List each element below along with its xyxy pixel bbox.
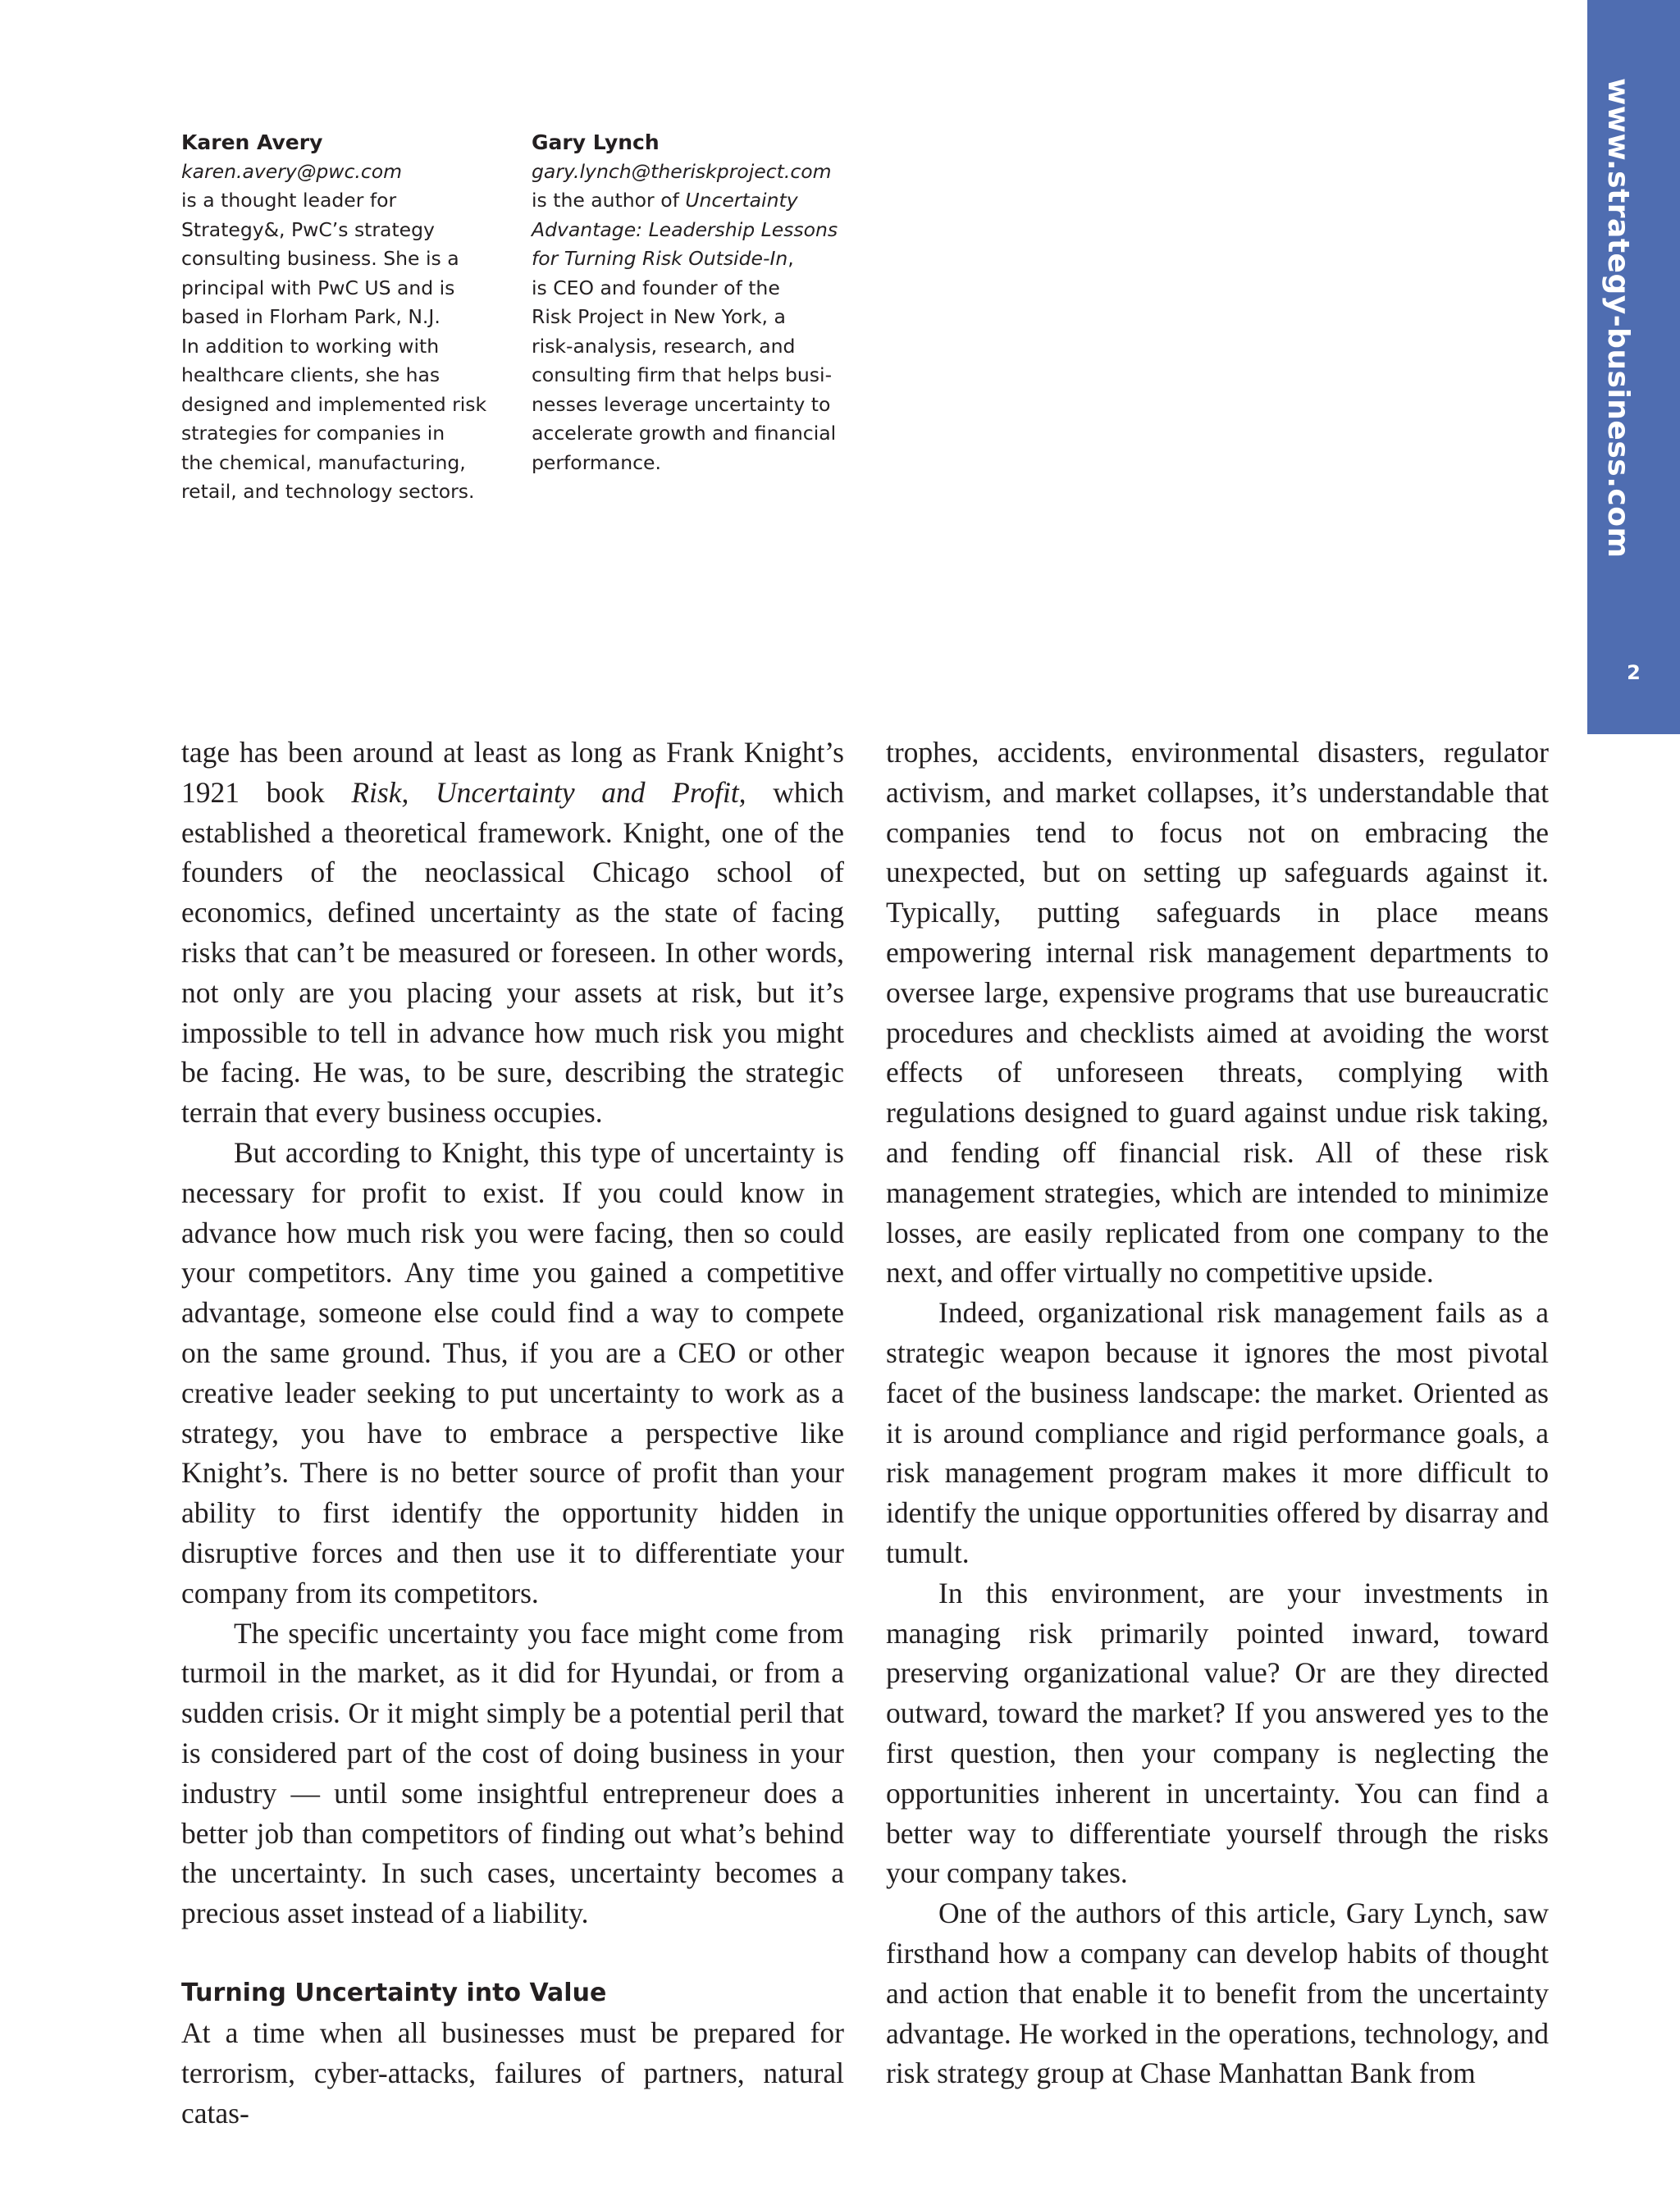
article-paragraph: One of the authors of this article, Gary Lynch, saw firsthand how a company can develop habits of thought and action that enable it to benefit from the uncertainty advantage. He worked in the operations, technology, and risk strategy group at Chase Manhattan Bank from — [886, 1897, 1549, 2090]
article-paragraph: In this environment, are your investments in managing risk primarily pointed inward, toward preserving organizational value? Or are they directed outward, toward the market? If you answered yes to the first question, then your company is neglecting the opportunities inherent in uncertainty. You can find a better way to differentiate yourself through the risks your company takes. — [886, 1576, 1549, 1890]
bio-line: healthcare clients, she has — [181, 363, 441, 386]
bio-line: In addition to working with — [181, 334, 440, 358]
bio-line: consulting business. She is a — [181, 247, 459, 270]
paragraph-text: tage has been around at least as long as Frank Knight’s 1921 book — [181, 736, 844, 809]
bio-line: based in Florham Park, N.J. — [181, 305, 441, 328]
bio-line — [532, 244, 884, 274]
bio-line: principal with PwC US and is — [181, 276, 455, 299]
bio-line: retail, and technology sectors. — [181, 480, 475, 503]
book-title: Risk, Uncertainty and Profit, — [351, 775, 746, 809]
bio-line: nesses leverage uncertainty to — [532, 392, 831, 416]
bio-line: is a thought leader for — [181, 189, 397, 212]
paragraph-text: which established a theoretical framework. Knight, one of the founders of the neoclassical Chicago school of economics, defined uncertainty as the state of facing risks that can’t be measured or foreseen. In other words, not only are you placing your assets at risk, but it’s impossible to tell in advance how much risk you might be facing. He was, to be sure, describing the strategic terrain that every business occupies. — [181, 775, 844, 1130]
bio-line: accelerate growth and financial — [532, 422, 837, 445]
article-paragraph: trophes, accidents, environmental disasters, regulator activism, and market collapses, it’s understandable that companies tend to focus not on embracing the unexpected, but on setting up safeguards against it. Typically, putting safeguards in place means empowering internal risk management departments to oversee large, expensive programs that use bureaucratic procedures and checklists aimed at avoiding the worst effects of unforeseen threats, complying with regulations designed to guard against undue risk taking, and fending off financial risk. All of these risk management strategies, which are intended to minimize losses, are easily replicated from one company to the next, and offer virtually no competitive upside. — [886, 736, 1549, 1290]
bio-line — [532, 216, 884, 245]
bio-line: performance. — [532, 450, 661, 474]
book-title: Uncertainty — [685, 189, 798, 212]
author-email[interactable]: gary.lynch@theriskproject.com — [532, 159, 832, 183]
author-bio-gary-lynch — [532, 128, 884, 477]
article-paragraph: The specific uncertainty you face might come from turmoil in the market, as it did for Hyundai, or from a sudden crisis. Or it might simply be a potential peril that is considered part of the cost of doing business in your industry — until some insightful entrepreneur does a better job than competitors of finding out what’s behind the uncertainty. In such cases, uncertainty becomes a precious asset instead of a liability. — [181, 1616, 844, 1930]
article-column-right — [886, 733, 1549, 2093]
book-title: Advantage: Leadership Lessons — [532, 217, 838, 241]
author-email[interactable]: karen.avery@pwc.com — [181, 159, 403, 183]
bio-text: is the author of — [532, 189, 686, 212]
author-name: Gary Lynch — [532, 130, 660, 154]
bio-line: Risk Project in New York, a — [532, 305, 786, 328]
page-number: 2 — [1627, 661, 1641, 684]
bio-line: strategies for companies in — [181, 422, 445, 445]
bio-line — [532, 186, 884, 216]
article-column-left — [181, 733, 844, 2133]
author-bio-karen-avery — [181, 128, 526, 507]
bio-line: designed and implemented risk — [181, 392, 487, 416]
bio-line: is CEO and founder of the — [532, 276, 780, 299]
article-paragraph — [181, 733, 844, 1133]
article-paragraph: Indeed, organizational risk management fails as a strategic weapon because it ignores the most pivotal facet of the business landscape: the market. Oriented as it is around compliance and rigid performance goals, a risk management program makes it more difficult to identify the unique opportunities offered by disarray and tumult. — [886, 1296, 1549, 1569]
bio-text: , — [788, 247, 794, 270]
article-paragraph: At a time when all businesses must be prepared for terrorism, cyber-attacks, failures of partners, natural catas- — [181, 2016, 844, 2130]
site-url[interactable]: www.strategy-business.com — [1601, 78, 1635, 559]
book-title: for Turning Risk Outside-In — [532, 247, 788, 270]
author-name: Karen Avery — [181, 130, 323, 154]
bio-line: consulting firm that helps busi- — [532, 363, 833, 386]
section-heading: Turning Uncertainty into Value — [181, 1978, 607, 2007]
bio-line: risk-analysis, research, and — [532, 334, 796, 358]
article-paragraph: But according to Knight, this type of uncertainty is necessary for profit to exist. If you could know in advance how much risk you were facing, then so could your competitors. Any time you gained a competitive advantage, someone else could find a way to compete on the same ground. Thus, if you are a CEO or other creative leader seeking to put uncertainty to work as a strategy, you have to embrace a perspective like Knight’s. There is no better source of profit than your ability to first identify the opportunity hidden in disruptive forces and then use it to differentiate your company from its competitors. — [181, 1135, 844, 1609]
bio-line: Strategy&, PwC’s strategy — [181, 217, 435, 241]
bio-line: the chemical, manufacturing, — [181, 450, 466, 474]
